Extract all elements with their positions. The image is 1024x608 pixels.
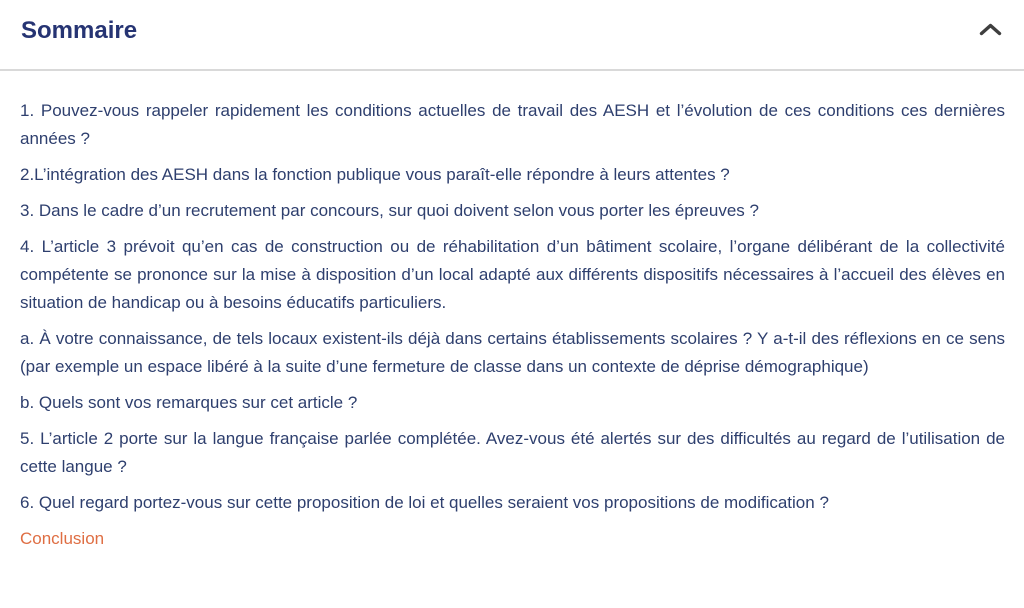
chevron-up-icon xyxy=(979,23,1002,39)
toc-item-question-4a[interactable]: a. À votre connaissance, de tels locaux existent-ils déjà dans certains établissements scolaires ? Y a-t-il des réflexions en ce sens (par exemple un espace libéré à la suite d’une fermeture de classe dans un contexte de déprise démographique) xyxy=(20,329,1005,376)
toc-item-question-2[interactable]: 2.L’intégration des AESH dans la fonction publique vous paraît-elle répondre à leurs attentes ? xyxy=(20,165,730,184)
toc-item-question-4[interactable]: 4. L’article 3 prévoit qu’en cas de construction ou de réhabilitation d’un bâtiment scolaire, l’organe délibérant de la collectivité compétente se prononce sur la mise à disposition d’un local adapté aux différents dispositifs nécessaires à l’accueil des élèves en situation de handicap ou à besoins éducatifs particuliers. xyxy=(20,237,1005,312)
sommaire-accordion-header[interactable] xyxy=(0,0,1024,46)
toc-item-question-5[interactable]: 5. L’article 2 porte sur la langue française parlée complétée. Avez-vous été alertés sur des difficultés au regard de l’utilisation de cette langue ? xyxy=(20,429,1005,476)
toc-item-question-6[interactable]: 6. Quel regard portez-vous sur cette proposition de loi et quelles seraient vos propositions de modification ? xyxy=(20,493,829,512)
toc-item-question-1[interactable]: 1. Pouvez-vous rappeler rapidement les conditions actuelles de travail des AESH et l’évolution de ces conditions ces dernières années ? xyxy=(20,101,1005,148)
toc-item-conclusion[interactable]: Conclusion xyxy=(20,529,105,548)
toc-item-question-4b[interactable]: b. Quels sont vos remarques sur cet article ? xyxy=(20,393,358,412)
collapse-toggle-button[interactable] xyxy=(979,23,1002,39)
sommaire-title: Sommaire xyxy=(21,16,138,44)
toc-item-question-3[interactable]: 3. Dans le cadre d’un recrutement par concours, sur quoi doivent selon vous porter les épreuves ? xyxy=(20,201,759,220)
sommaire-toc-list xyxy=(0,71,1024,553)
